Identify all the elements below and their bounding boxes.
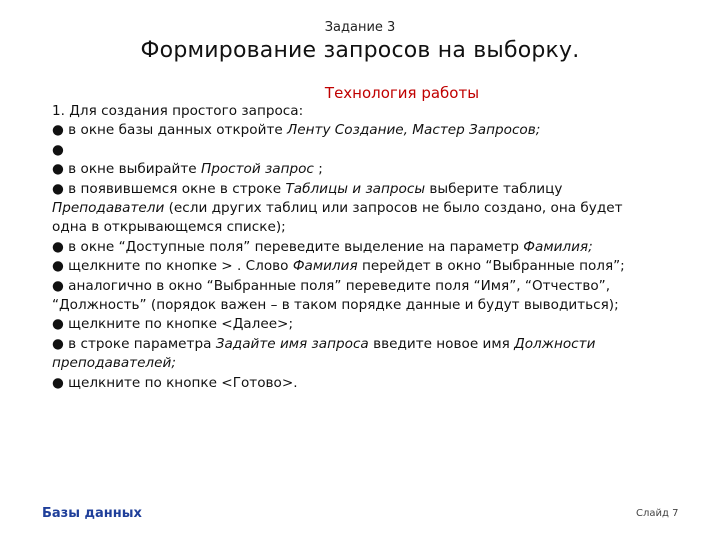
body-line [52,238,652,257]
body-text: ● в появившемся окне в строке [52,180,286,197]
body-line [52,374,652,393]
body-line [52,180,652,199]
slide-body [52,102,652,393]
body-line [52,102,652,121]
italic-text: Преподаватели [52,200,165,217]
body-text: ● в строке параметра [52,335,216,352]
body-line [52,315,652,334]
body-text: введите новое имя [368,335,515,352]
body-text: ● в окне “Доступные поля” переведите выделение на параметр [52,238,524,255]
body-text: одна в открывающемся списке); [52,219,286,236]
body-text: “Должность” (порядок важен – в таком порядке данные и будут выводиться); [52,297,619,314]
italic-text: Задайте имя запроса [215,335,369,352]
body-line [52,277,652,296]
italic-text: преподавателей; [52,355,176,372]
italic-text: Таблицы и запросы [285,180,426,197]
body-text: (если других таблиц или запросов не было создано, она будет [164,200,623,217]
italic-text: Фамилия; [523,238,593,255]
body-text: 1. Для создания простого запроса: [52,103,304,119]
italic-text: Фамилия [292,258,358,275]
slide-subtitle: Технология работы [324,84,480,102]
body-line [52,160,652,179]
body-line [52,296,652,315]
body-text: ● щелкните по кнопке <Готово>. [52,374,298,391]
body-text: перейдет в окно “Выбранные поля”; [357,258,625,275]
body-line [52,218,652,237]
footer-slide-number: Слайд 7 [636,508,679,519]
slide-title: Формирование запросов на выборку. [140,38,580,63]
body-line [52,141,652,160]
body-text: ● в окне выбирайте [52,161,201,178]
italic-text: Простой запрос [200,161,319,178]
body-text: ● щелкните по кнопке <Далее>; [52,316,294,333]
footer-course-name: Базы данных [42,506,142,521]
body-line [52,121,652,140]
body-text: ● щелкните по кнопке > . Слово [52,258,293,275]
body-text: ● [52,141,64,158]
task-label: Задание 3 [324,20,396,35]
body-text: ; [318,161,323,178]
body-line [52,199,652,218]
italic-text: Должности [514,335,596,352]
body-line [52,257,652,276]
body-text: ● аналогично в окно “Выбранные поля” переведите поля “Имя”, “Отчество”, [52,277,611,294]
body-line [52,335,652,354]
italic-text: Ленту Создание, Мастер Запросов; [287,122,541,139]
body-text: ● в окне базы данных откройте [52,122,288,139]
body-line [52,354,652,373]
body-text: выберите таблицу [425,180,563,197]
